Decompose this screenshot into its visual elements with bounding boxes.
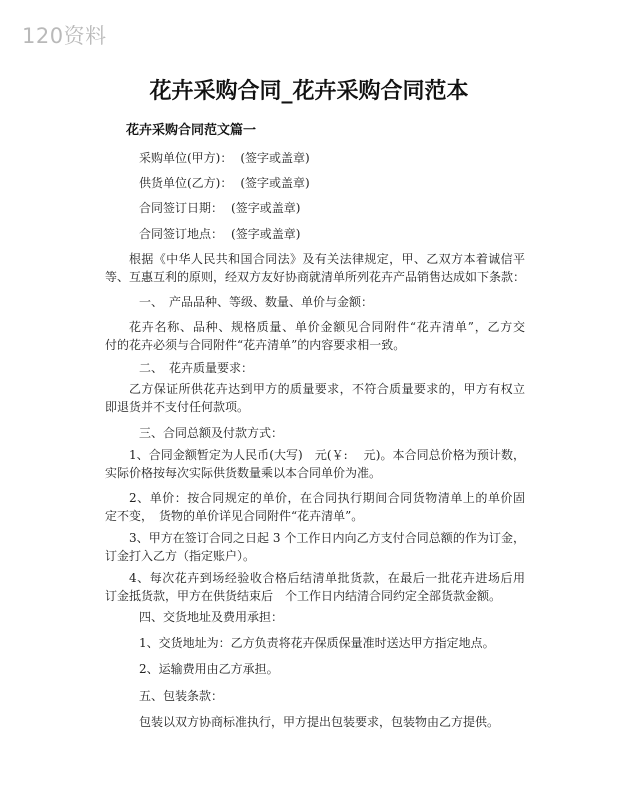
paragraph-line: 定不变， 货物的单价详见合同附件“花卉清单”。 <box>105 509 364 523</box>
paragraph-line: 订金打入乙方（指定账户）。 <box>105 549 256 563</box>
paragraph-line: 根据《中华人民共和国合同法》及有关法律规定，甲、乙双方本着诚信平 <box>129 252 525 266</box>
field-supplier <box>139 174 310 191</box>
signature-placeholder: (签字或盖章) <box>240 151 310 165</box>
section-3-item-2 <box>105 489 525 525</box>
signature-placeholder: (签字或盖章) <box>231 201 301 215</box>
field-label: 合同签订日期： <box>139 201 224 215</box>
paragraph-line: 乙方保证所供花卉达到甲方的质量要求，不符合质量要求的，甲方有权立 <box>129 382 525 396</box>
section-4-heading: 四、交货地址及费用承担： <box>139 610 284 624</box>
watermark: 120资料 <box>22 24 107 48</box>
paragraph-line: 等、互惠互利的原则，经双方友好协商就清单所列花卉产品销售达成如下条款： <box>105 270 526 284</box>
section-3-item-4 <box>105 569 525 605</box>
signature-placeholder: (签字或盖章) <box>240 176 310 190</box>
section-2-body <box>105 380 525 416</box>
document-title: 花卉采购合同_花卉采购合同范本 <box>149 79 469 104</box>
paragraph-line: 1、合同金额暂定为人民币(大写) 元(￥: 元)。本合同总价格为预计数， <box>129 448 525 462</box>
paragraph-line: 实际价格按每次实际供货数量乘以本合同单价为准。 <box>105 466 382 480</box>
section-3-item-3 <box>105 529 525 565</box>
intro-paragraph <box>105 250 525 286</box>
section-1-heading: 一、 产品品种、等级、数量、单价与金额： <box>139 295 374 309</box>
section-5-item-1: 包装以双方协商标准执行，甲方提出包装要求，包装物由乙方提供。 <box>139 715 500 729</box>
paragraph-line: 花卉名称、品种、规格质量、单价金额见合同附件“花卉清单”，乙方交 <box>129 320 525 334</box>
paragraph-line: 2、单价：按合同规定的单价，在合同执行期间合同货物清单上的单价固 <box>129 491 525 505</box>
field-label: 采购单位(甲方)： <box>139 151 233 165</box>
field-label: 供货单位(乙方)： <box>139 176 233 190</box>
field-sign-date <box>139 199 300 216</box>
field-sign-place <box>139 225 300 242</box>
paragraph-line: 3、甲方在签订合同之日起 3 个工作日内向乙方支付合同总额的作为订金， <box>129 531 525 545</box>
paragraph-line: 订金抵货款，甲方在供货结束后 个工作日内结清合同约定全部货款金额。 <box>105 589 502 603</box>
paragraph-line: 付的花卉必须与合同附件“花卉清单”的内容要求相一致。 <box>105 338 406 352</box>
field-purchaser <box>139 149 310 166</box>
document-subtitle: 花卉采购合同范文篇一 <box>126 123 257 138</box>
signature-placeholder: (签字或盖章) <box>231 227 301 241</box>
field-label: 合同签订地点： <box>139 227 224 241</box>
section-2-heading: 二、 花卉质量要求： <box>139 361 254 375</box>
paragraph-line: 即退货并不支付任何款项。 <box>105 400 250 414</box>
section-5-heading: 五、包装条款： <box>139 689 224 703</box>
section-4-item-1: 1、交货地址为：乙方负责将花卉保质保量准时送达甲方指定地点。 <box>139 636 495 650</box>
section-4-item-2: 2、运输费用由乙方承担。 <box>139 662 279 676</box>
paragraph-line: 4、每次花卉到场经验收合格后结清单批货款，在最后一批花卉进场后用 <box>129 571 525 585</box>
section-1-body <box>105 318 525 354</box>
section-3-item-1 <box>105 446 525 482</box>
section-3-heading: 三、合同总额及付款方式： <box>139 426 284 440</box>
